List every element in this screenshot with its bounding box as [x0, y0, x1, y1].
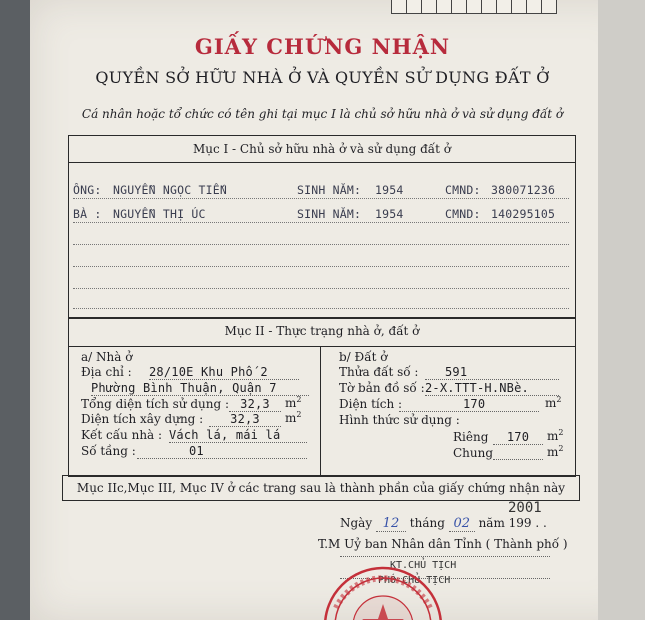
- owner-1-birth-year: 1954: [375, 183, 404, 197]
- floors-label: Số tầng :: [81, 444, 136, 458]
- structure-value: Vách lá, mái lá: [169, 428, 307, 443]
- blank-line: [73, 266, 569, 267]
- private-area-value: 170: [493, 430, 543, 445]
- section-property: [68, 317, 576, 477]
- owner-1-id-label: CMND:: [445, 183, 481, 197]
- house-address-line2: Phường Bình Thuận, Quận 7: [91, 381, 309, 396]
- house-address-line1: 28/10E Khu Phố 2: [149, 365, 299, 380]
- shared-area-blank: [493, 446, 543, 460]
- issuing-authority: T.M Uỷ ban Nhân dân Tỉnh ( Thành phố ): [318, 537, 568, 551]
- owner-2-id-label: CMND:: [445, 207, 481, 221]
- signatory-title: PHÓ CHỦ TỊCH: [378, 575, 451, 586]
- issue-day: 12: [376, 516, 406, 532]
- issue-month: 02: [449, 516, 475, 532]
- parcel-label: Thửa đất số :: [339, 365, 419, 379]
- paper-edge-shadow: [598, 0, 645, 620]
- document-subtitle: QUYỀN SỞ HỮU NHÀ Ở VÀ QUYỀN SỬ DỤNG ĐẤT Ở: [95, 68, 550, 87]
- usage-area-label: Tổng diện tích sử dụng :: [81, 397, 230, 411]
- owner-2-birth-label: SINH NĂM:: [297, 207, 362, 221]
- structure-label: Kết cấu nhà :: [81, 428, 163, 442]
- shared-area-unit: $m^2$: [547, 444, 564, 459]
- map-value: 2-X.TTT-H.NBè.: [425, 381, 559, 396]
- signature-line: [340, 556, 550, 557]
- land-area-label: Diện tích :: [339, 397, 403, 411]
- issue-date: Ngày 12 tháng 02 năm 199 . .: [340, 516, 547, 531]
- house-title: a/ Nhà ở: [81, 350, 133, 364]
- section-owners: [68, 135, 576, 319]
- land-area-unit: $m^2$: [545, 395, 562, 410]
- private-label: Riêng: [453, 430, 489, 444]
- owner-2-name: NGUYỄN THỊ ÚC: [113, 207, 206, 221]
- blank-line: [73, 244, 569, 245]
- continuation-note: Mục IIc,Mục III, Mục IV ở các trang sau là thành phần của giấy chứng nhận này: [62, 475, 580, 501]
- document-title: GIẤY CHỨNG NHẬN: [194, 34, 451, 59]
- built-area-label: Diện tích xây dựng :: [81, 412, 204, 426]
- land-title: b/ Đất ở: [339, 350, 388, 364]
- usage-form-label: Hình thức sử dụng :: [339, 413, 460, 427]
- blank-line: [73, 288, 569, 289]
- built-area-unit: $m^2$: [285, 410, 302, 425]
- year-overwrite: 2001: [508, 500, 542, 516]
- owner-1-id: 380071236: [491, 183, 556, 197]
- owner-1-prefix: ÔNG:: [73, 183, 102, 197]
- serial-number-boxes: [392, 0, 557, 14]
- owner-2-birth-year: 1954: [375, 207, 404, 221]
- house-address-field: [81, 365, 132, 379]
- owner-row-1: [73, 180, 569, 199]
- blank-line: [73, 308, 569, 309]
- usage-area-unit: $m^2$: [285, 395, 302, 410]
- section-owners-header: Mục I - Chủ sở hữu nhà ở và sử dụng đất ở: [69, 136, 575, 163]
- owner-1-birth-label: SINH NĂM:: [297, 183, 362, 197]
- house-address-label: Địa chỉ :: [81, 365, 132, 379]
- owner-2-id: 140295105: [491, 207, 556, 221]
- owner-row-2: [73, 204, 569, 223]
- section-property-header: Mục II - Thực trạng nhà ở, đất ở: [69, 318, 575, 347]
- land-area-value: 170: [399, 397, 539, 412]
- owner-1-name: NGUYỄN NGỌC TIẾN: [113, 183, 227, 197]
- parcel-value: 591: [425, 365, 559, 380]
- document-preamble: Cá nhân hoặc tổ chức có tên ghi tại mục I là chủ sở hữu nhà ở và sử dụng đất ở: [81, 107, 564, 121]
- usage-area-value: 32,3: [229, 397, 281, 412]
- map-label: Tờ bản đồ số :: [339, 381, 425, 395]
- official-red-stamp: [318, 564, 451, 620]
- column-divider: [320, 346, 321, 476]
- owner-2-prefix: BÀ :: [73, 207, 102, 221]
- built-area-value: 32,3: [209, 412, 281, 427]
- private-area-unit: $m^2$: [547, 428, 564, 443]
- signatory-kt: KT.CHỦ TỊCH: [390, 560, 457, 571]
- shared-label: Chung: [453, 446, 494, 460]
- floors-value: 01: [137, 444, 307, 459]
